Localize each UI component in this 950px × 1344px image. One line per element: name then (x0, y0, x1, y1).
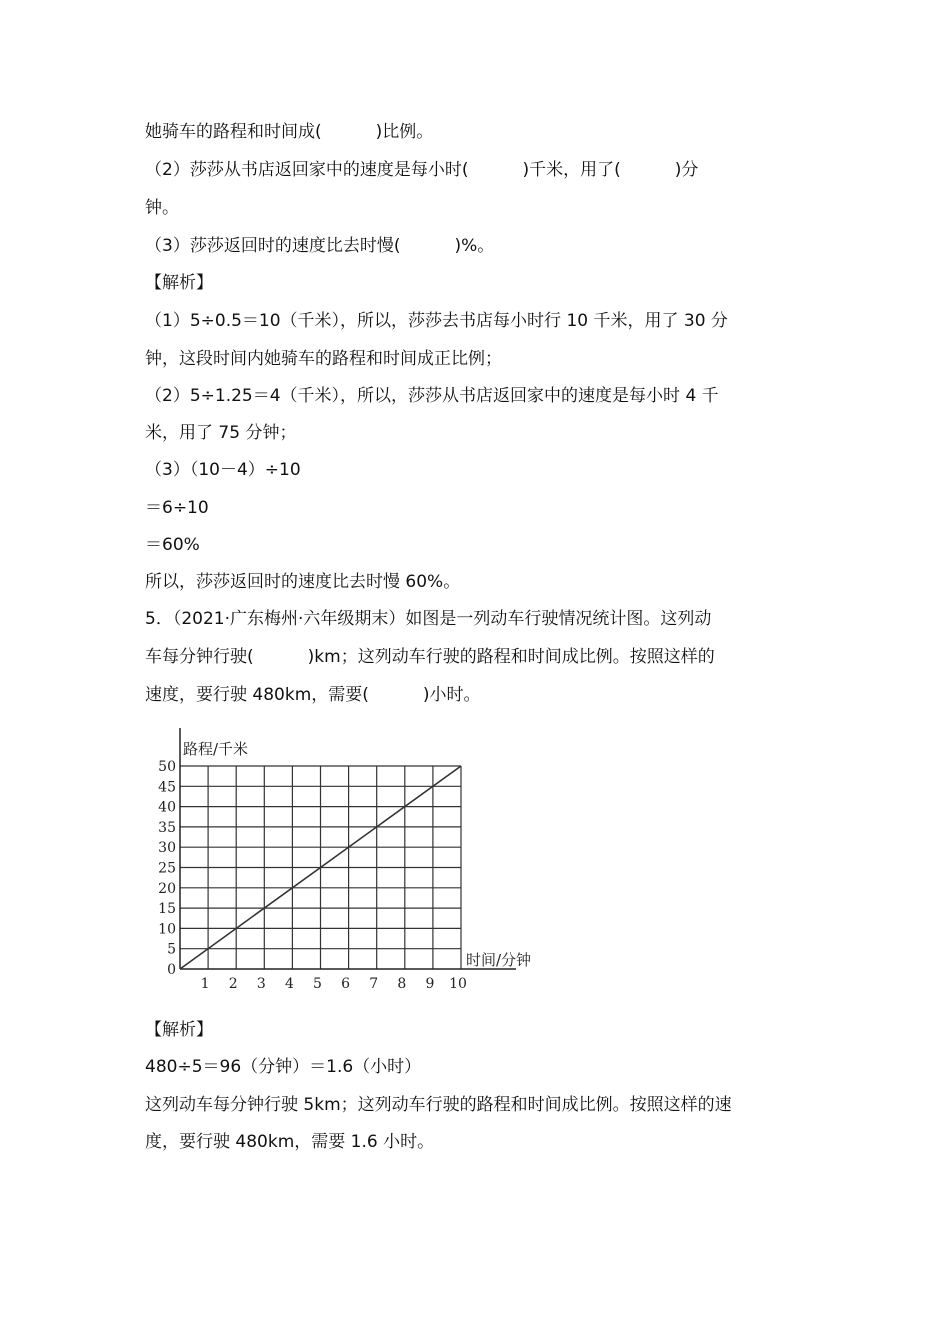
x-tick-label: 3 (256, 976, 266, 992)
y-tick-label: 50 (158, 759, 176, 775)
y-tick-label: 25 (158, 860, 176, 877)
answer-line-3: 度，要行驶 480km，需要 1.6 小时。 (145, 1132, 435, 1152)
distance-time-chart (150, 722, 550, 997)
line-11: ＝6÷10 (145, 498, 209, 518)
answer-line-1: 480÷5＝96（分钟）＝1.6（小时） (145, 1057, 422, 1077)
y-tick-label: 5 (167, 941, 176, 958)
line-10: （3）（10－4）÷10 (145, 460, 301, 480)
y-tick-label: 40 (158, 799, 176, 816)
x-tick-label: 5 (313, 976, 322, 992)
y-tick-label: 35 (158, 819, 176, 836)
line-4: （3）莎莎返回时的速度比去时慢( )%。 (145, 236, 495, 256)
line-6: （1）5÷0.5＝10（千米），所以，莎莎去书店每小时行 10 千米，用了 30 分 (145, 311, 728, 331)
answer-line-2: 这列动车每分钟行驶 5km；这列动车行驶的路程和时间成比例。按照这样的速 (145, 1095, 732, 1115)
section-heading-2: 【解析】 (145, 1020, 213, 1040)
x-tick-label: 10 (449, 976, 467, 992)
y-tick-label: 20 (158, 880, 176, 897)
line-9: 米，用了 75 分钟； (145, 423, 297, 443)
line-12: ＝60% (145, 535, 200, 555)
line-8: （2）5÷1.25＝4（千米），所以，莎莎从书店返回家中的速度是每小时 4 千 (145, 386, 719, 406)
x-tick-label: 1 (200, 976, 210, 992)
question-5-line-2: 车每分钟行驶( )km；这列动车行驶的路程和时间成比例。按照这样的 (145, 647, 715, 667)
line-1: 她骑车的路程和时间成( )比例。 (145, 122, 434, 142)
question-5-line-3: 速度，要行驶 480km，需要( )小时。 (145, 685, 481, 705)
x-tick-labels (201, 976, 467, 992)
y-tick-label: 15 (158, 901, 176, 918)
y-tick-labels (158, 759, 176, 978)
section-heading: 【解析】 (145, 273, 213, 293)
y-tick-label: 10 (158, 921, 176, 938)
line-7: 钟，这段时间内她骑车的路程和时间成正比例； (145, 349, 502, 369)
x-axis-label: 时间/分钟 (466, 951, 532, 969)
question-5-line-1: 5．（2021·广东梅州·六年级期末）如图是一列动车行驶情况统计图。这列动 (145, 609, 712, 629)
line-3: 钟。 (145, 198, 179, 218)
line-2: （2）莎莎从书店返回家中的速度是每小时( )千米，用了( )分 (145, 160, 699, 180)
x-tick-label: 9 (425, 976, 435, 992)
y-axis-label: 路程/千米 (183, 740, 249, 758)
x-tick-label: 8 (397, 976, 407, 992)
y-tick-label: 0 (167, 962, 176, 978)
y-tick-label: 45 (158, 779, 176, 796)
x-tick-label: 6 (341, 976, 351, 992)
x-tick-label: 4 (284, 976, 294, 992)
x-tick-label: 2 (228, 976, 238, 992)
y-tick-label: 30 (158, 840, 176, 857)
line-13: 所以，莎莎返回时的速度比去时慢 60%。 (145, 572, 461, 592)
x-tick-label: 7 (369, 976, 379, 992)
